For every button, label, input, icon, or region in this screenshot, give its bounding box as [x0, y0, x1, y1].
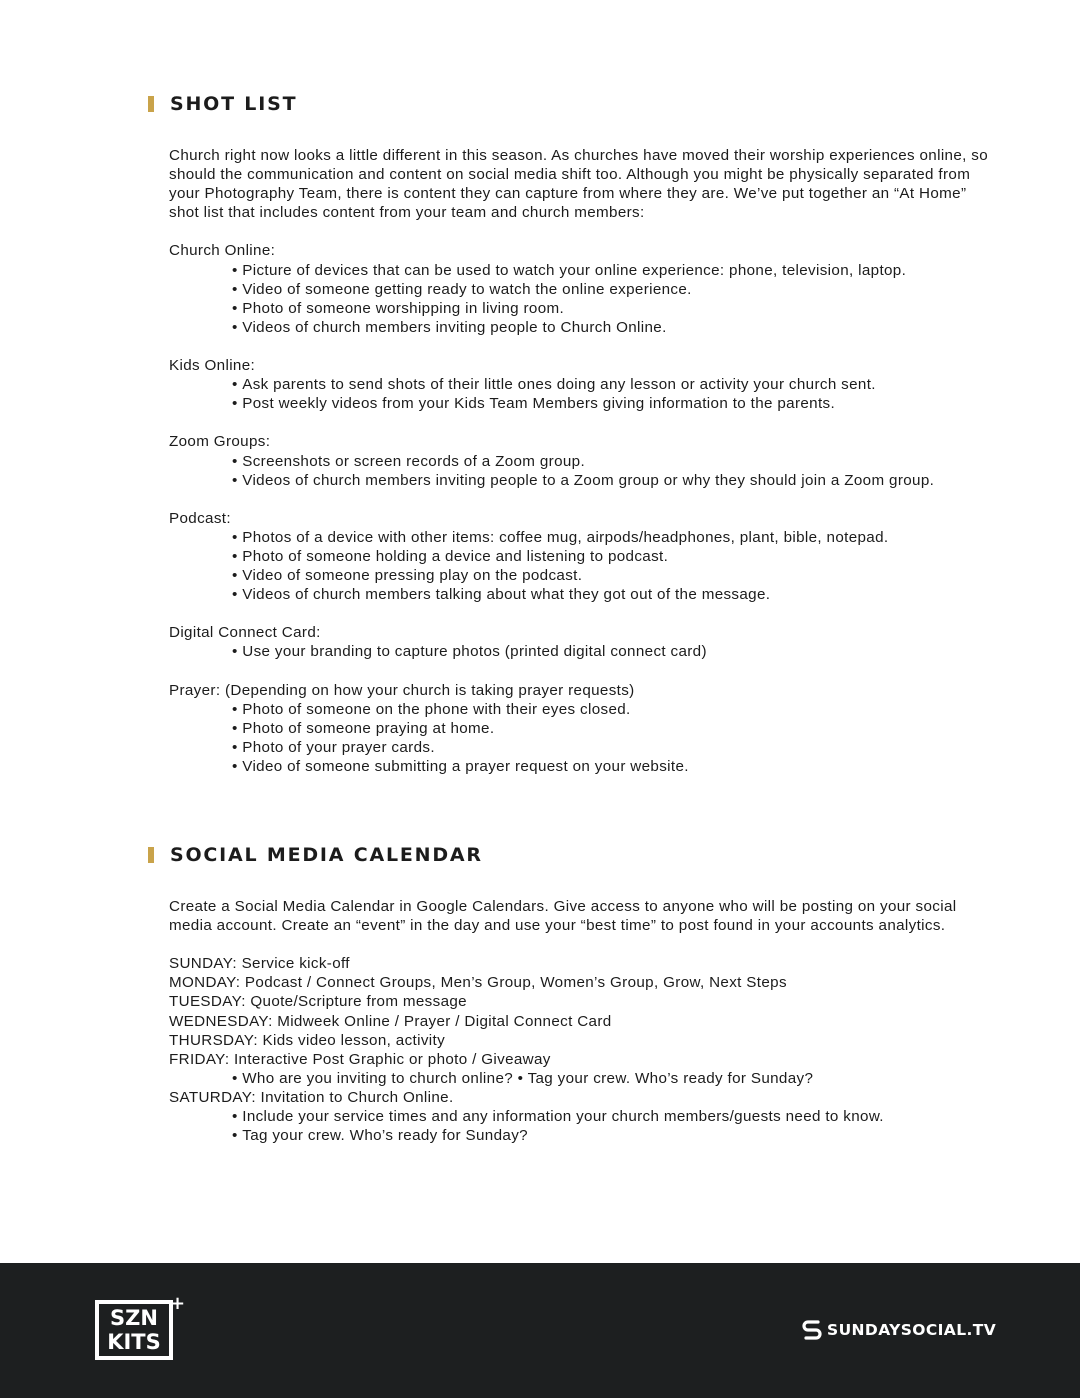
shot-group-title: Digital Connect Card: [169, 624, 321, 642]
list-item: • Photo of someone holding a device and listening to podcast. [232, 547, 999, 566]
szn-kits-logo [95, 1300, 173, 1360]
list-item: • Photo of someone worshipping in living room. [232, 299, 999, 318]
shot-group [169, 241, 999, 336]
shot-group [169, 509, 999, 604]
shot-list-intro: Church right now looks a little different in this season. As churches have moved their worship experiences online, so should the communication and content on social media shift too. Although you might be physically separated from your Photography Team, there is content they can capture from where they are. We’ve put together an “At Home” shot list that includes content from your team and church members: [169, 147, 989, 222]
calendar-heading [148, 844, 483, 866]
list-item: • Photo of your prayer cards. [232, 738, 999, 757]
szn-logo-line1: SZN [110, 1306, 158, 1330]
sunday-s-icon [802, 1318, 822, 1342]
calendar-title: SOCIAL MEDIA CALENDAR [170, 844, 483, 866]
list-item: • Photo of someone on the phone with their eyes closed. [232, 700, 999, 719]
calendar-body [169, 897, 999, 1145]
shot-list-body [169, 146, 999, 795]
list-item: • Screenshots or screen records of a Zoom group. [232, 452, 999, 471]
sunday-brand-text: SUNDAYSOCIAL.TV [827, 1321, 997, 1339]
shot-group [169, 623, 999, 661]
list-item: • Ask parents to send shots of their little ones doing any lesson or activity your church sent. [232, 375, 999, 394]
shot-group-title: Zoom Groups: [169, 433, 271, 451]
calendar-intro: Create a Social Media Calendar in Google Calendars. Give access to anyone who will be posting on your social media account. Create an “event” in the day and use your “best time” to post found in your accounts analytics. [169, 898, 957, 935]
list-item: • Videos of church members talking about what they got out of the message. [232, 585, 999, 604]
shot-group [169, 681, 999, 776]
list-item: • Video of someone getting ready to watch the online experience. [232, 280, 999, 299]
list-item: • Include your service times and any information your church members/guests need to know. [232, 1107, 999, 1126]
day-saturday: SATURDAY: Invitation to Church Online. [169, 1088, 454, 1106]
shot-group-bullets [169, 452, 999, 490]
shot-group-title: Podcast: [169, 509, 231, 527]
list-item: • Photo of someone praying at home. [232, 719, 999, 738]
shot-group-bullets [169, 375, 999, 413]
list-item: • Picture of devices that can be used to watch your online experience: phone, television, laptop. [232, 261, 999, 280]
shot-group-title: Church Online: [169, 242, 276, 260]
szn-logo-line2: KITS [107, 1330, 161, 1354]
friday-bullets [169, 1069, 999, 1088]
shot-group-bullets [169, 261, 999, 337]
list-item: • Video of someone pressing play on the podcast. [232, 566, 999, 585]
sunday-social-logo [802, 1318, 996, 1342]
day-monday: MONDAY: Podcast / Connect Groups, Men’s Group, Women’s Group, Grow, Next Steps [169, 974, 787, 992]
shot-group-bullets [169, 700, 999, 776]
shot-group-title: Prayer: (Depending on how your church is taking prayer requests) [169, 681, 635, 699]
list-item: • Use your branding to capture photos (printed digital connect card) [232, 642, 999, 661]
day-friday: FRIDAY: Interactive Post Graphic or photo / Giveaway [169, 1050, 551, 1068]
shot-group [169, 432, 999, 489]
day-thursday: THURSDAY: Kids video lesson, activity [169, 1031, 446, 1049]
shot-group-bullets [169, 642, 999, 661]
heading-accent-bar [148, 96, 154, 112]
list-item: • Video of someone submitting a prayer request on your website. [232, 757, 999, 776]
list-item: • Videos of church members inviting people to Church Online. [232, 318, 999, 337]
day-wednesday: WEDNESDAY: Midweek Online / Prayer / Digital Connect Card [169, 1012, 612, 1030]
saturday-bullets [169, 1107, 999, 1145]
calendar-days [169, 954, 999, 1145]
list-item: • Who are you inviting to church online? • Tag your crew. Who’s ready for Sunday? [232, 1069, 999, 1088]
shot-list-title: SHOT LIST [170, 93, 298, 115]
list-item: • Post weekly videos from your Kids Team Members giving information to the parents. [232, 394, 999, 413]
day-sunday: SUNDAY: Service kick-off [169, 955, 350, 973]
shot-group-title: Kids Online: [169, 357, 256, 375]
shot-list-groups [169, 241, 999, 776]
day-tuesday: TUESDAY: Quote/Scripture from message [169, 993, 467, 1011]
shot-group-bullets [169, 528, 999, 604]
heading-accent-bar [148, 847, 154, 863]
shot-group [169, 356, 999, 413]
plus-icon: + [170, 1293, 186, 1314]
shot-list-heading [148, 93, 297, 115]
list-item: • Photos of a device with other items: coffee mug, airpods/headphones, plant, bible, notepad. [232, 528, 999, 547]
list-item: • Tag your crew. Who’s ready for Sunday? [232, 1126, 999, 1145]
list-item: • Videos of church members inviting people to a Zoom group or why they should join a Zoom group. [232, 471, 999, 490]
